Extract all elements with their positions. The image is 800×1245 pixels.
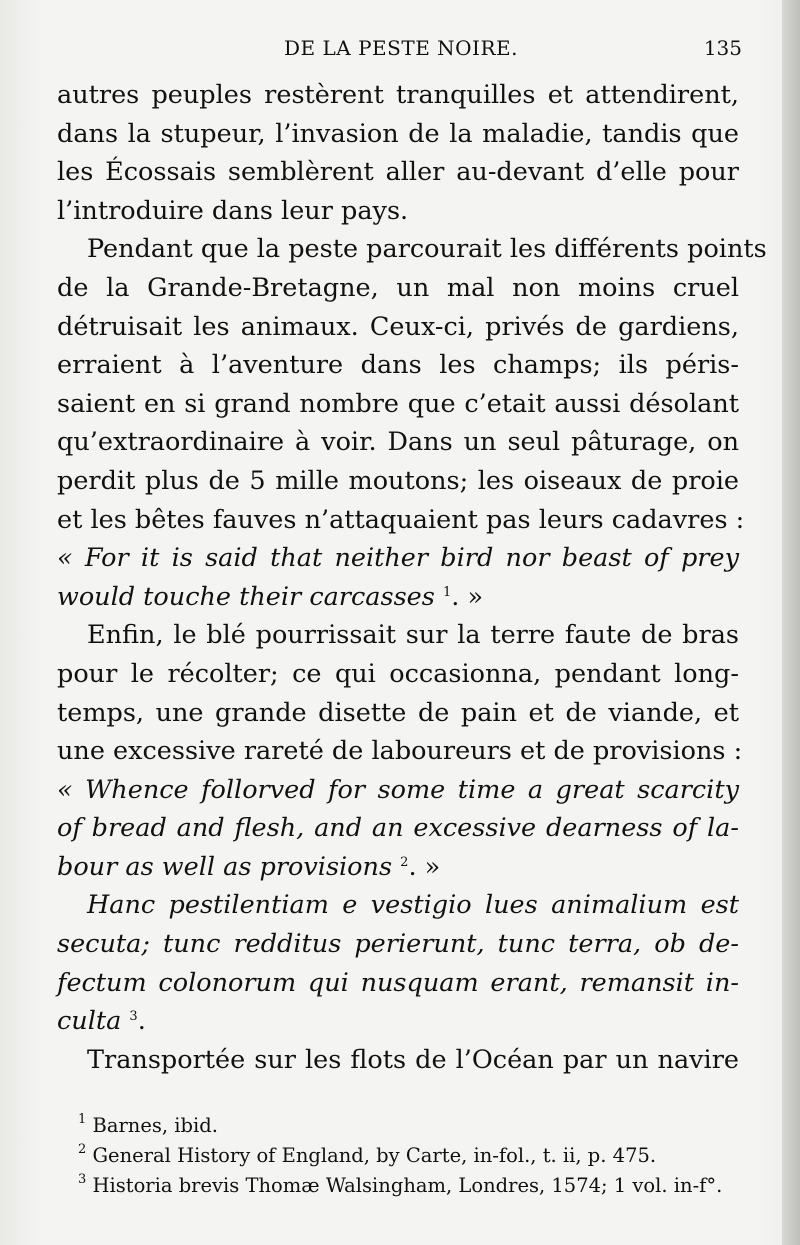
latin-line-last [57, 1002, 739, 1041]
quote-close: . » [451, 581, 484, 612]
text-line: et les bêtes fauves n’attaquaient pas leurs cadavres : [57, 504, 745, 535]
footnote [78, 1111, 750, 1141]
footnote-number: 1 [78, 1112, 87, 1127]
footnote-ref: 3 [129, 1009, 138, 1025]
text-line: une excessive rareté de laboureurs et de provisions : [57, 736, 743, 767]
quote-close: . » [408, 851, 441, 882]
text-line: perdit plus de 5 mille moutons; les oiseaux de proie [57, 465, 739, 496]
quote-line-last [57, 848, 739, 887]
text-line: Transportée sur les flots de l’Océan par un navire [87, 1044, 739, 1075]
text-line: de la Grande-Bretagne, un mal non moins cruel [57, 272, 739, 303]
footnote-ref: 1 [442, 584, 452, 600]
quote-text: would touche their carcasses [57, 581, 435, 612]
quote-line: of bread and flesh, and an excessive dearness of la- [57, 813, 739, 844]
latin-end: . [137, 1006, 146, 1037]
text-line: l’introduire dans leur pays. [57, 195, 409, 226]
page-number: 135 [703, 36, 742, 60]
text-line: pour le récolter; ce qui occasionna, pendant long- [57, 658, 739, 689]
footnote-text: General History of England, by Carte, in-fol., t. ii, p. 475. [92, 1144, 657, 1167]
page-body [57, 76, 767, 1079]
quote-line: « Whence follorved for some time a great scarcity [57, 774, 739, 805]
footnote-number: 2 [78, 1142, 87, 1157]
page-header [60, 36, 742, 66]
latin-text: culta [57, 1006, 122, 1037]
quote-text: bour as well as provisions [57, 851, 393, 882]
text-line: détruisait les animaux. Ceux-ci, privés de gardiens, [57, 311, 739, 342]
quote-line: « For it is said that neither bird nor beast of prey [57, 543, 739, 574]
text-line: qu’extraordinaire à voir. Dans un seul pâturage, on [57, 427, 739, 458]
text-line: erraient à l’aventure dans les champs; ils péris- [57, 350, 739, 381]
footnotes [78, 1111, 750, 1201]
text-line: Pendant que la peste parcourait les différents points [87, 234, 767, 265]
text-line: saient en si grand nombre que c’etait aussi désolant [57, 388, 739, 419]
footnote-number: 3 [78, 1172, 87, 1187]
footnote-text: Barnes, ibid. [92, 1114, 218, 1137]
text-line: dans la stupeur, l’invasion de la maladie, tandis que [57, 118, 739, 149]
footnote-ref: 2 [400, 854, 409, 870]
footnote [78, 1141, 750, 1171]
text-line: Enfin, le blé pourrissait sur la terre faute de bras [87, 620, 739, 651]
quote-line-last [57, 578, 739, 617]
latin-line: fectum colonorum qui nusquam erant, remansit in- [57, 967, 739, 998]
footnote-text: Historia brevis Thomæ Walsingham, Londres, 1574; 1 vol. in-f°. [92, 1174, 723, 1197]
footnote [78, 1171, 750, 1201]
latin-line: secuta; tunc redditus perierunt, tunc terra, ob de- [57, 929, 739, 960]
text-line: temps, une grande disette de pain et de viande, et [57, 697, 739, 728]
running-title: DE LA PESTE NOIRE. [284, 36, 518, 60]
text-line: autres peuples restèrent tranquilles et attendirent, [57, 80, 739, 110]
page-edge [782, 0, 800, 1245]
latin-line: Hanc pestilentiam e vestigio lues animalium est [87, 890, 739, 921]
text-line: les Écossais semblèrent aller au-devant d’elle pour [57, 157, 739, 188]
